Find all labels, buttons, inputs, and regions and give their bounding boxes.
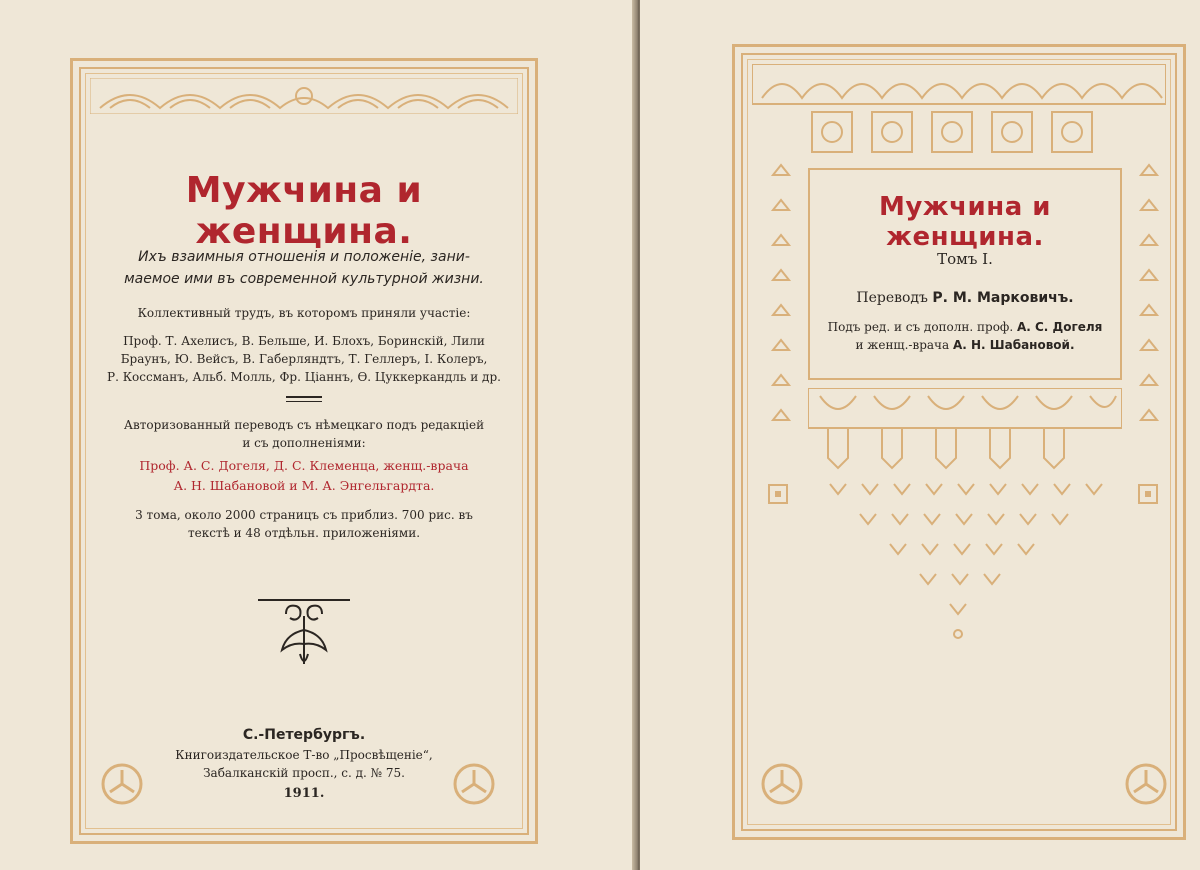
fleuron-ornament	[256, 594, 352, 670]
left-bottom-right-emblem	[452, 762, 496, 806]
imprint	[100, 724, 508, 806]
right-mid-right-emblem	[1136, 482, 1160, 506]
right-bottom-left-emblem	[760, 762, 804, 806]
contributors-line-3: Р. Коссманъ, Альб. Молль, Фр. Ціаннъ, Ѳ. Цуккеркандль и др.	[107, 370, 501, 384]
title-panel	[808, 168, 1122, 380]
translator-label: Переводъ	[856, 290, 928, 306]
translator-line	[810, 290, 1120, 306]
editor-note	[810, 318, 1120, 354]
city: С.-Петербургъ.	[242, 727, 366, 743]
right-left-column-ornament	[766, 160, 796, 440]
editor-line-1-prefix: Подъ ред. и съ дополн. проф.	[827, 320, 1014, 334]
editors-line-1: Проф. А. С. Догеля, Д. С. Клеменца, женщ.-врача	[139, 458, 469, 473]
editor-line-1	[810, 318, 1120, 336]
contributors-line-1: Проф. Т. Ахелисъ, В. Бельше, И. Блохъ, Боринскій, Лили	[123, 334, 485, 348]
right-right-column-ornament	[1134, 160, 1164, 440]
translation-note	[100, 416, 508, 452]
right-bottom-right-emblem	[1124, 762, 1168, 806]
editors-list	[100, 456, 508, 496]
contributors-line-2: Браунъ, Ю. Вейсъ, В. Габерляндтъ, Т. Геллеръ, І. Колеръ,	[120, 352, 488, 366]
publisher: Книгоиздательское Т-во „Просвѣщеніе“,	[175, 748, 433, 762]
left-title: Мужчина и женщина.	[185, 170, 423, 252]
left-header-ornament	[90, 78, 518, 114]
editor-line-2	[810, 336, 1120, 354]
left-bottom-left-emblem	[100, 762, 144, 806]
translator-name: Р. М. Марковичъ.	[932, 290, 1074, 306]
right-mid-left-emblem	[766, 482, 790, 506]
right-title: Мужчина и женщина.	[878, 192, 1052, 252]
subtitle-line-1: Ихъ взаимныя отношенія и положеніе, зани-	[138, 249, 470, 265]
editor-line-2-name: А. Н. Шабановой.	[952, 338, 1075, 352]
address: Забалканскій просп., с. д. № 75.	[203, 766, 405, 780]
right-triangle-ornament	[820, 478, 1110, 648]
volumes-note	[100, 506, 508, 542]
editor-line-1-name: А. С. Догеля	[1016, 320, 1103, 334]
year: 1911.	[283, 786, 325, 801]
editor-line-2-prefix: и женщ.-врача	[855, 338, 950, 352]
right-page	[640, 0, 1200, 870]
volumes-line-1: 3 тома, около 2000 страницъ съ приблиз. 700 рис. въ	[135, 508, 473, 522]
right-lower-ornament	[808, 388, 1122, 472]
translation-line-1: Авторизованный переводъ съ нѣмецкаго подъ редакціей	[123, 418, 485, 432]
divider-rule	[286, 396, 322, 402]
volume-label: Томъ I.	[937, 250, 993, 268]
right-header-ornament	[752, 64, 1166, 160]
left-subtitle	[100, 246, 508, 290]
editors-line-2: А. Н. Шабановой и М. А. Энгельгардта.	[173, 478, 435, 493]
subtitle-line-2: маемое ими въ современной культурной жизни.	[124, 271, 484, 287]
collective-intro: Коллективный трудъ, въ которомъ приняли участіе:	[137, 306, 471, 320]
translation-line-2: и съ дополненіями:	[242, 436, 366, 450]
volumes-line-2: текстѣ и 48 отдѣльн. приложеніями.	[187, 526, 421, 540]
contributors-list	[96, 332, 512, 386]
